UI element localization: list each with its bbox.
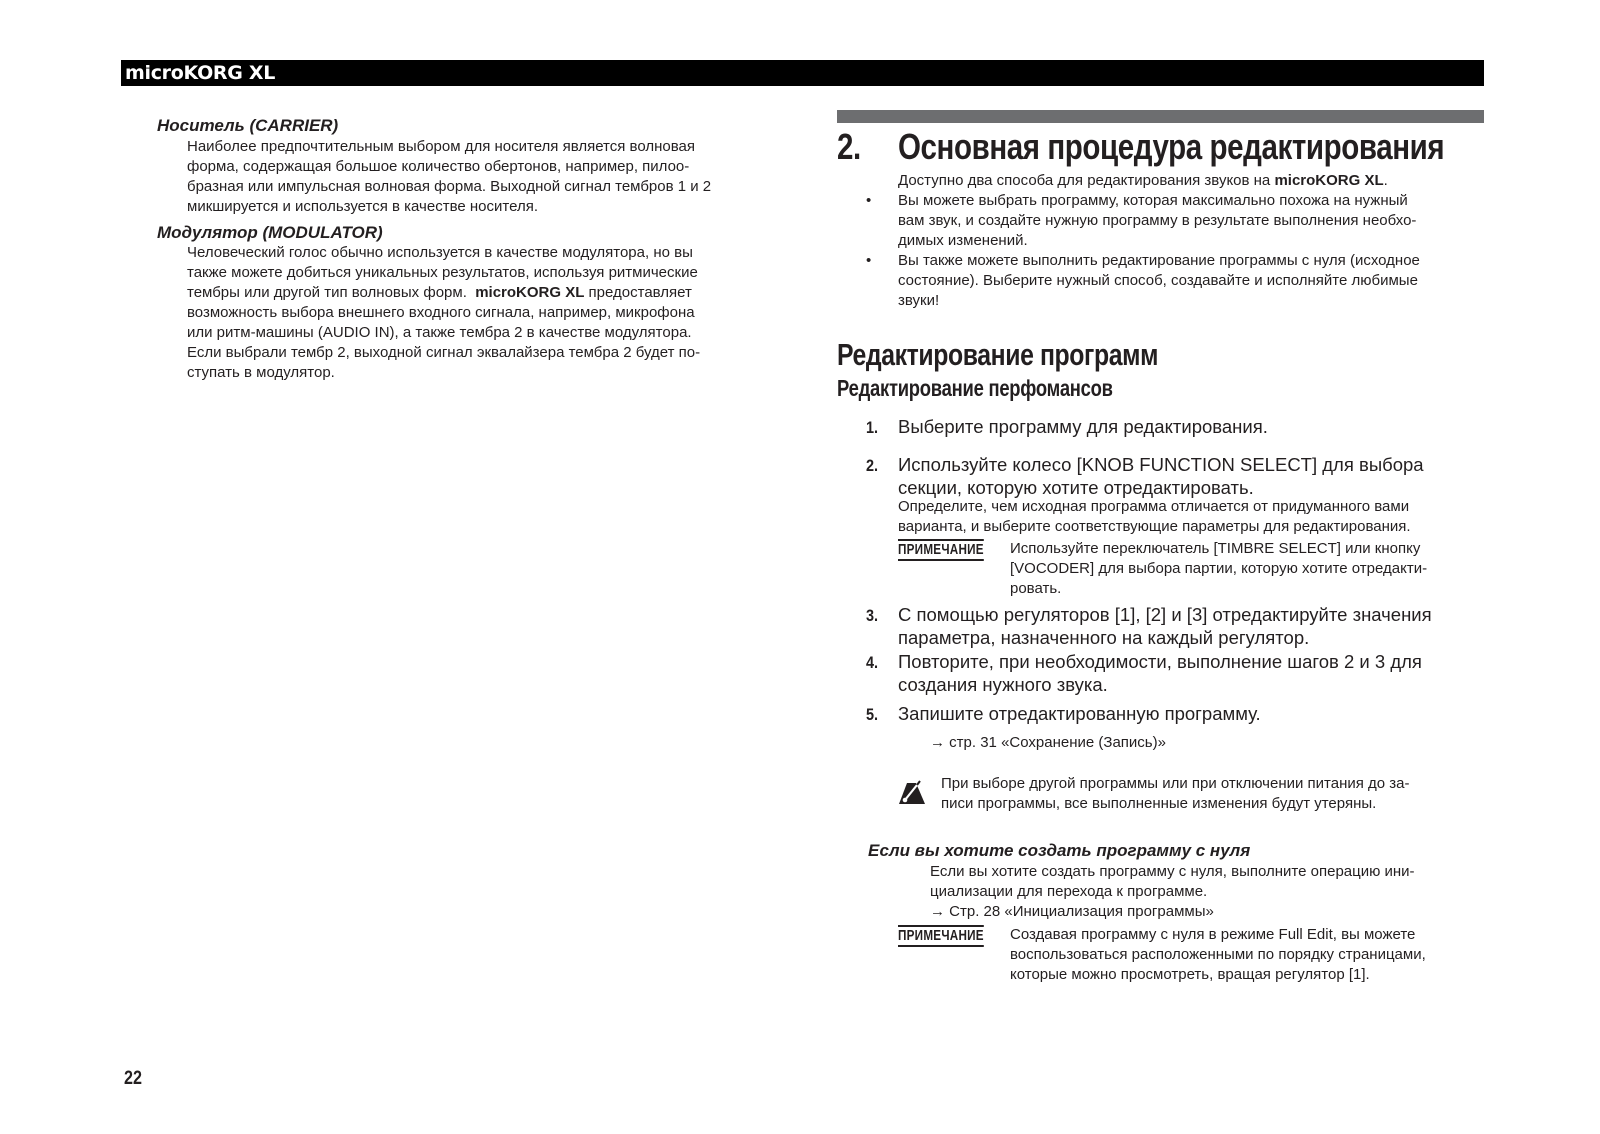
note-badge — [898, 539, 1008, 561]
step-number: 4. — [866, 653, 879, 672]
modulator-paragraph — [187, 243, 700, 383]
manual-title: microKORG XL — [125, 62, 276, 84]
text-line: Вы также можете выполнить редактирование программы с нуля (исходное — [898, 252, 1420, 269]
text-span: Доступно два способа для редактирования звуков на — [898, 172, 1275, 189]
text-line: микшируется и используется в качестве носителя. — [187, 198, 538, 215]
text-line: димых изменений. — [898, 232, 1028, 249]
text-line: параметра, назначенного на каждый регулятор. — [898, 627, 1310, 648]
text-line: Если выбрали тембр 2, выходной сигнал эквалайзера тембра 2 будет по- — [187, 344, 701, 361]
intro-text — [898, 171, 1388, 191]
text-line: создания нужного звука. — [898, 674, 1108, 695]
text-line: бразная или импульсная волновая форма. Выходной сигнал тембров 1 и 2 — [187, 178, 712, 195]
warning-text — [941, 774, 1410, 814]
chapter-title: Основная процедура редактирования — [898, 126, 1445, 167]
bullet-symbol: • — [866, 252, 872, 269]
step-text — [898, 650, 1422, 696]
text-line: [VOCODER] для выбора партии, которую хотите отредакти- — [1010, 560, 1428, 577]
step-number: 1. — [866, 418, 879, 437]
bullet-item — [898, 191, 1416, 251]
text-line: которые можно просмотреть, вращая регулятор [1]. — [1010, 966, 1370, 983]
header-bar — [121, 60, 1484, 86]
text-line — [187, 283, 700, 303]
text-line: Человеческий голос обычно используется в качестве модулятора, но вы — [187, 244, 693, 261]
text-line: Вы можете выбрать программу, которая максимально похожа на нужный — [898, 192, 1408, 209]
bullet-item — [898, 251, 1420, 311]
text-line: или ритм-машины (AUDIO IN), а также тембра 2 в качестве модулятора. — [187, 324, 692, 341]
step-text — [898, 453, 1424, 499]
step-number: 5. — [866, 705, 879, 724]
text-line: Повторите, при необходимости, выполнение шагов 2 и 3 для — [898, 651, 1422, 672]
page-number: 22 — [124, 1068, 142, 1089]
text-line: Если вы хотите создать программу с нуля, выполните операцию ини- — [930, 863, 1415, 880]
text-line: Определите, чем исходная программа отличается от придуманного вами — [898, 498, 1410, 515]
step-text: Запишите отредактированную программу. — [898, 703, 1261, 724]
page-reference-link[interactable]: → стр. 31 «Сохранение (Запись)» — [930, 734, 1166, 751]
text-line: секции, которую хотите отредактировать. — [898, 477, 1254, 498]
text-line: также можете добиться уникальных результатов, используя ритмические — [187, 264, 698, 281]
text-line: Используйте переключатель [TIMBRE SELECT] или кнопку — [1010, 540, 1421, 557]
page-reference-link[interactable]: → Стр. 28 «Инициализация программы» — [930, 903, 1214, 920]
text-line: Создавая программу с нуля в режиме Full Edit, вы можете — [1010, 926, 1416, 943]
text-line: воспользоваться расположенными по порядку страницами, — [1010, 946, 1426, 963]
text-line: форма, содержащая большое количество обертонов, например, пилоо- — [187, 158, 690, 175]
step-text — [898, 603, 1432, 649]
modulator-heading: Модулятор (MODULATOR) — [157, 223, 383, 242]
carrier-heading: Носитель (CARRIER) — [157, 116, 339, 135]
text-line: вам звук, и создайте нужную программу в результате выполнения необхо- — [898, 212, 1417, 229]
chapter-divider-bar — [837, 110, 1484, 123]
note-label: ПРИМЕЧАНИЕ — [898, 539, 984, 561]
from-scratch-paragraph — [930, 862, 1415, 922]
carrier-paragraph — [187, 137, 711, 217]
text-line: звуки! — [898, 292, 940, 309]
text-line: варианта, и выберите соответствующие параметры для редактирования. — [898, 518, 1411, 535]
product-name: microKORG XL — [1274, 172, 1384, 189]
subsection-title: Редактирование перфомансов — [837, 375, 1113, 401]
text-line: При выборе другой программы или при отключении питания до за- — [941, 775, 1410, 792]
step-text: Выберите программу для редактирования. — [898, 416, 1268, 437]
product-name: microKORG XL — [475, 284, 585, 301]
note-badge — [898, 925, 1008, 947]
text-line: возможность выбора внешнего входного сигнала, например, микрофона — [187, 304, 695, 321]
step-number: 2. — [866, 456, 879, 475]
text-line: С помощью регуляторов [1], [2] и [3] отредактируйте значения — [898, 604, 1432, 625]
chapter-number: 2. — [837, 126, 861, 167]
step-detail — [898, 497, 1411, 537]
text-line: ступать в модулятор. — [187, 364, 335, 381]
text-line: циализации для перехода к программе. — [930, 883, 1208, 900]
caution-metronome-icon — [898, 780, 926, 806]
text-span: тембры или другой тип волновых форм. — [187, 284, 476, 301]
section-title: Редактирование программ — [837, 337, 1159, 372]
text-span: . — [1383, 172, 1388, 189]
text-line: Используйте колесо [KNOB FUNCTION SELECT] для выбора — [898, 454, 1424, 475]
text-line: писи программы, все выполненные изменения будут утеряны. — [941, 795, 1377, 812]
note-text — [1010, 925, 1426, 985]
bullet-symbol: • — [866, 192, 872, 209]
text-line: состояние). Выберите нужный способ, создавайте и исполняйте любимые — [898, 272, 1418, 289]
step-number: 3. — [866, 606, 879, 625]
text-line: Наиболее предпочтительным выбором для носителя является волновая — [187, 138, 696, 155]
text-span: предоставляет — [584, 284, 692, 301]
note-label: ПРИМЕЧАНИЕ — [898, 925, 984, 947]
text-line: ровать. — [1010, 580, 1062, 597]
note-text — [1010, 539, 1427, 599]
from-scratch-heading: Если вы хотите создать программу с нуля — [868, 841, 1251, 860]
